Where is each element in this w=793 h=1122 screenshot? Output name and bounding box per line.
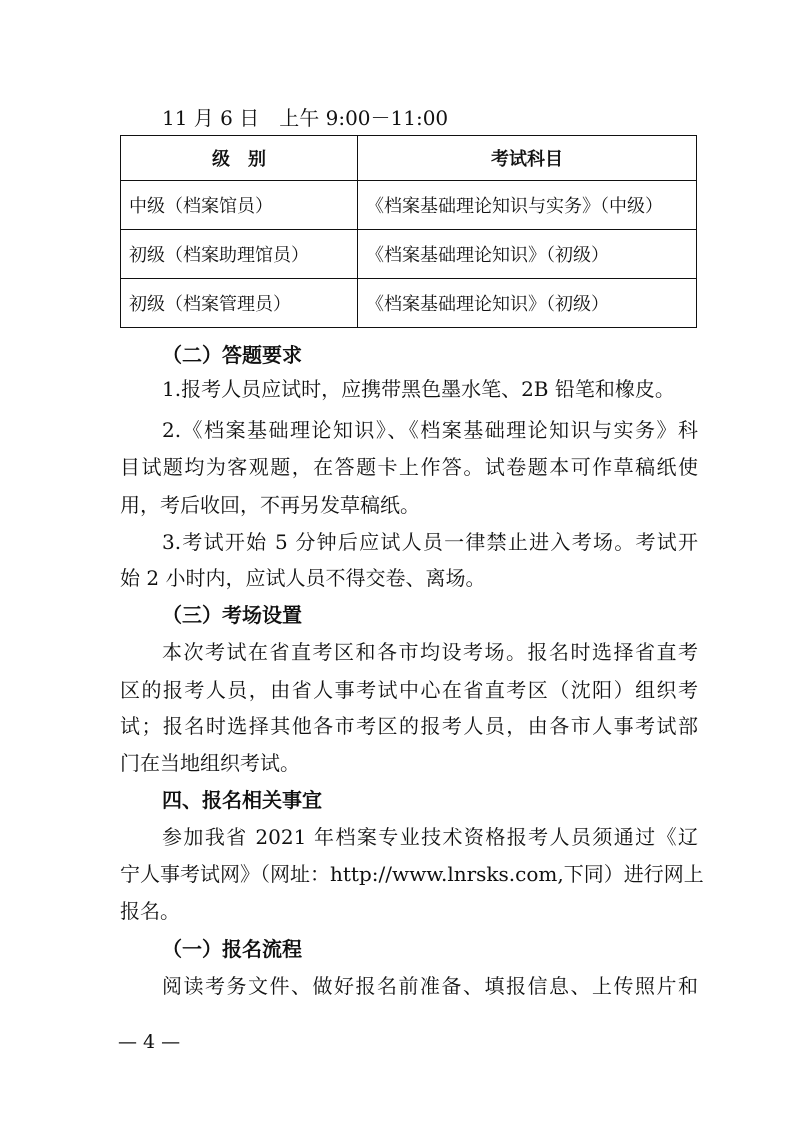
table-header-row [121,136,697,181]
table-row [121,279,697,328]
table-row [121,181,697,230]
exam-schedule-line: 11 月 6 日 上午 9:00－11:00 [162,106,449,130]
table-cell-subject: 《档案基础理论知识与实务》（中级） [358,181,697,230]
answer-requirements-item-3-line-1: 3.考试开始 5 分钟后应试人员一律禁止进入考场。考试开 [162,530,698,554]
page-number: — 4 — [118,1031,181,1053]
registration-paragraph-line-1: 参加我省 2021 年档案专业技术资格报考人员须通过《辽 [162,825,698,849]
exam-subject-table [120,135,697,328]
venue-heading: （三）考场设置 [162,603,302,627]
answer-requirements-item-2-line-3: 用，考后收回，不再另发草稿纸。 [120,493,420,517]
venue-paragraph-line-2: 区的报考人员，由省人事考试中心在省直考区（沈阳）组织考 [120,678,698,702]
table-row [121,230,697,279]
table-cell-subject: 《档案基础理论知识》（初级） [358,230,697,279]
table-cell-level: 中级（档案馆员） [121,181,358,230]
table-cell-level: 初级（档案助理馆员） [121,230,358,279]
answer-requirements-item-2-line-1: 2.《档案基础理论知识》、《档案基础理论知识与实务》科 [162,418,698,442]
answer-requirements-item-2-line-2: 目试题均为客观题，在答题卡上作答。试卷题本可作草稿纸使 [120,455,698,479]
table-header-subject: 考试科目 [358,136,697,181]
venue-paragraph-line-3: 试；报名时选择其他各市考区的报考人员，由各市人事考试部 [120,714,698,738]
answer-requirements-item-1: 1.报考人员应试时，应携带黑色墨水笔、2B 铅笔和橡皮。 [162,377,675,401]
table-cell-level: 初级（档案管理员） [121,279,358,328]
registration-flow-heading: （一）报名流程 [162,937,302,961]
venue-paragraph-line-4: 门在当地组织考试。 [120,751,300,775]
registration-paragraph-line-2: 宁人事考试网》（网址：http://www.lnrsks.com,下同）进行网上 [120,862,704,886]
registration-heading: 四、报名相关事宜 [162,788,322,812]
answer-requirements-heading: （二）答题要求 [162,343,302,367]
registration-paragraph-line-3: 报名。 [120,899,180,923]
answer-requirements-item-3-line-2: 始 2 小时内，应试人员不得交卷、离场。 [120,566,486,590]
table-cell-subject: 《档案基础理论知识》（初级） [358,279,697,328]
registration-flow-line-1: 阅读考务文件、做好报名前准备、填报信息、上传照片和 [162,974,698,998]
venue-paragraph-line-1: 本次考试在省直考区和各市均设考场。报名时选择省直考 [162,640,698,664]
table-header-level: 级 别 [121,136,358,181]
